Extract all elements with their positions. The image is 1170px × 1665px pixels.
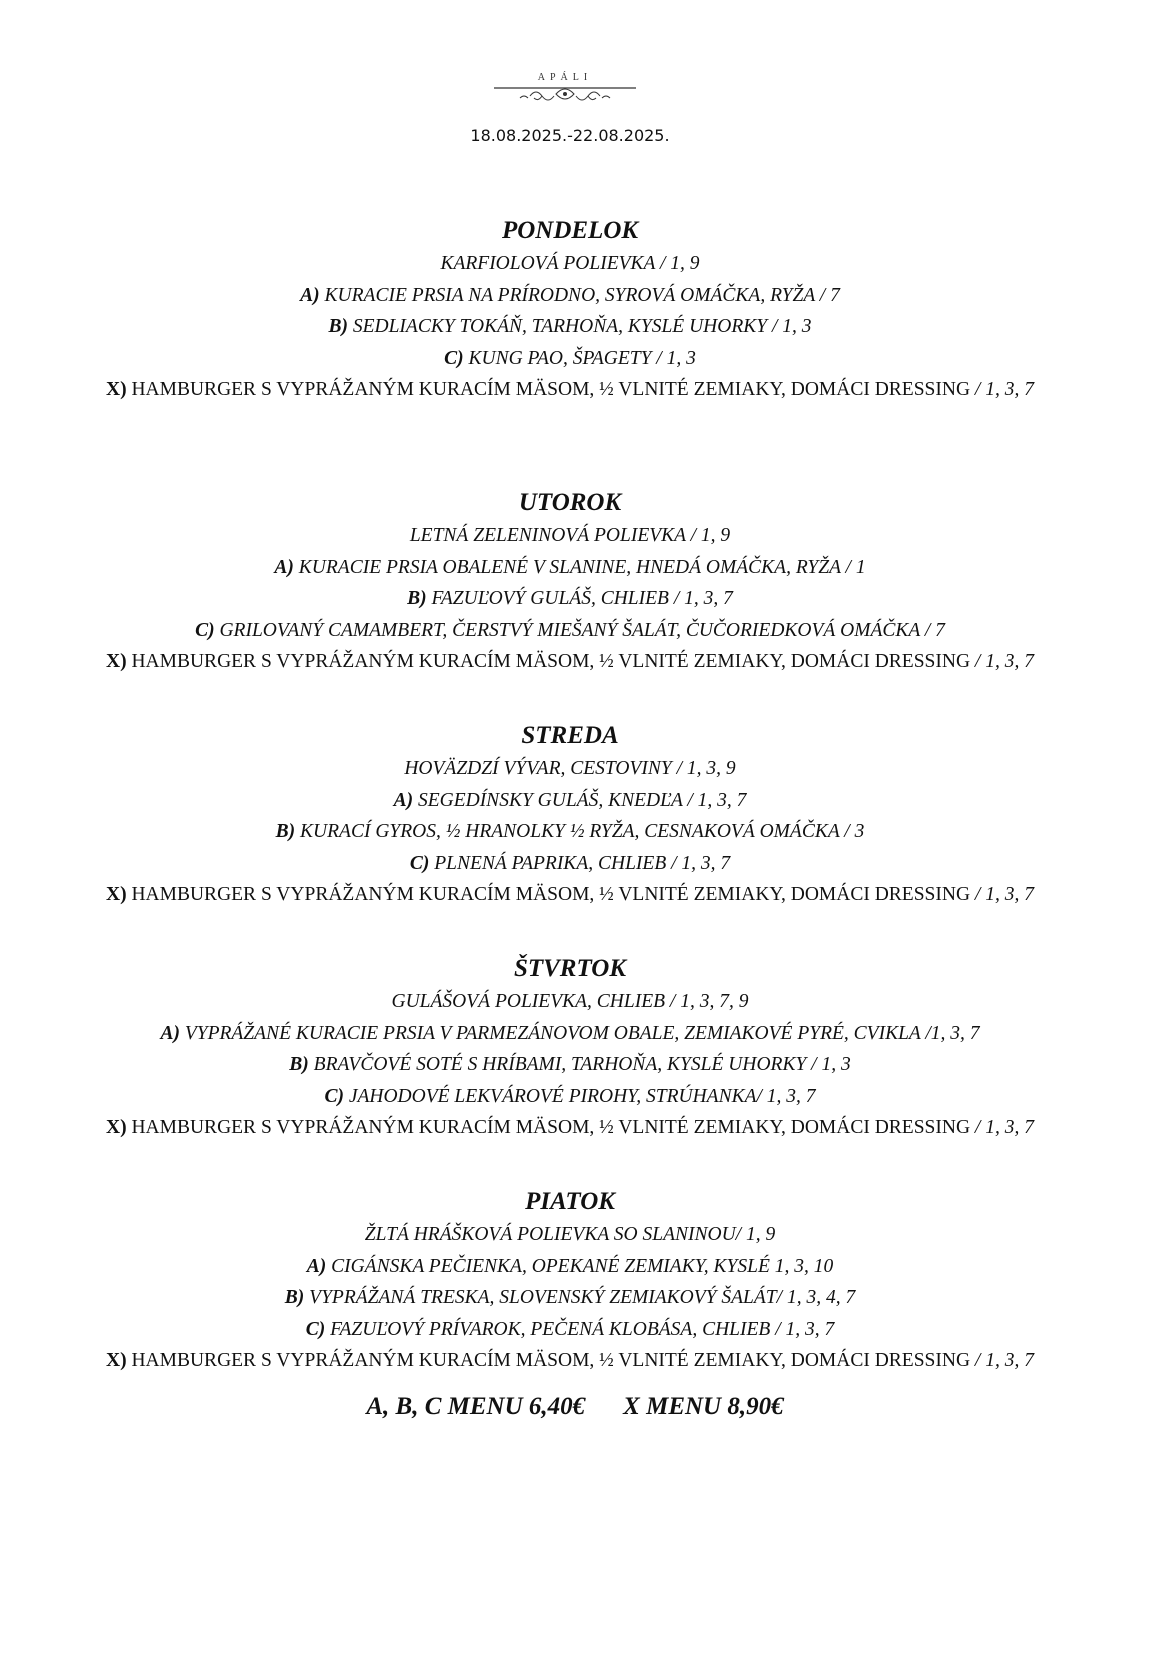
day-block-thursday xyxy=(0,952,1140,1144)
price-x-menu: X MENU 8,90€ xyxy=(623,1393,784,1420)
item-text: HAMBURGER S VYPRÁŽANÝM KURACÍM MÄSOM, ½ VLNITÉ ZEMIAKY, DOMÁCI DRESSING xyxy=(131,1350,971,1372)
item-label: A) xyxy=(274,556,294,578)
day-title: PONDELOK xyxy=(501,217,639,244)
logo-brand-text: APÁLI xyxy=(537,72,593,83)
item-label: C) xyxy=(195,619,215,641)
restaurant-logo xyxy=(490,72,640,112)
item-label: B) xyxy=(275,821,296,843)
menu-item-x xyxy=(0,646,1140,678)
soup-line: HOVÄZDZÍ VÝVAR, CESTOVINY / 1, 3, 9 xyxy=(404,758,736,779)
menu-item-a xyxy=(0,552,1140,584)
item-text: CIGÁNSKA PEČIENKA, OPEKANÉ ZEMIAKY, KYSLÉ 1, 3, 10 xyxy=(331,1255,834,1277)
item-text: HAMBURGER S VYPRÁŽANÝM KURACÍM MÄSOM, ½ VLNITÉ ZEMIAKY, DOMÁCI DRESSING xyxy=(131,379,971,401)
item-label: X) xyxy=(106,651,127,673)
menu-item-a xyxy=(0,1251,1140,1283)
menu-item-x xyxy=(0,1345,1140,1377)
menu-item-b xyxy=(0,1049,1140,1081)
item-text: GRILOVANÝ CAMAMBERT, ČERSTVÝ MIEŠANÝ ŠALÁT, ČUČORIEDKOVÁ OMÁČKA / 7 xyxy=(219,619,945,641)
item-text: FAZUĽOVÝ PRÍVAROK, PEČENÁ KLOBÁSA, CHLIEB / 1, 3, 7 xyxy=(330,1318,835,1340)
item-text: PLNENÁ PAPRIKA, CHLIEB / 1, 3, 7 xyxy=(434,852,731,874)
item-text: SEDLIACKY TOKÁŇ, TARHOŇA, KYSLÉ UHORKY / 1, 3 xyxy=(352,316,812,338)
item-text: SEGEDÍNSKY GULÁŠ, KNEDĽA / 1, 3, 7 xyxy=(417,789,747,811)
item-text: KURACÍ GYROS, ½ HRANOLKY ½ RYŽA, CESNAKOVÁ OMÁČKA / 3 xyxy=(300,821,865,843)
item-text: KURACIE PRSIA NA PRÍRODNO, SYROVÁ OMÁČKA, RYŽA / 7 xyxy=(324,284,840,306)
soup-line: ŽLTÁ HRÁŠKOVÁ POLIEVKA SO SLANINOU/ 1, 9 xyxy=(364,1224,776,1245)
item-text: HAMBURGER S VYPRÁŽANÝM KURACÍM MÄSOM, ½ VLNITÉ ZEMIAKY, DOMÁCI DRESSING xyxy=(131,884,971,906)
menu-item-b xyxy=(0,583,1140,615)
item-label: B) xyxy=(407,588,427,610)
item-label: C) xyxy=(444,347,464,369)
item-label: X) xyxy=(106,1117,127,1139)
item-label: C) xyxy=(305,1318,326,1340)
menu-item-a xyxy=(0,785,1140,817)
item-text: KURACIE PRSIA OBALENÉ V SLANINE, HNEDÁ OMÁČKA, RYŽA / 1 xyxy=(298,556,866,578)
menu-item-x xyxy=(0,374,1140,406)
menu-dates: 18.08.2025.-22.08.2025. xyxy=(470,126,670,145)
item-text: HAMBURGER S VYPRÁŽANÝM KURACÍM MÄSOM, ½ VLNITÉ ZEMIAKY, DOMÁCI DRESSING xyxy=(131,651,971,673)
price-abc-menu: A, B, C MENU 6,40€ xyxy=(366,1393,586,1420)
soup-line: GULÁŠOVÁ POLIEVKA, CHLIEB / 1, 3, 7, 9 xyxy=(391,991,749,1012)
menu-item-a xyxy=(0,1018,1140,1050)
item-label: X) xyxy=(106,1350,127,1372)
menu-item-c xyxy=(0,343,1140,375)
day-title: STREDA xyxy=(521,722,619,749)
item-allergens: / 1, 3, 7 xyxy=(974,1117,1034,1139)
day-title: ŠTVRTOK xyxy=(513,955,627,982)
item-text: FAZUĽOVÝ GULÁŠ, CHLIEB / 1, 3, 7 xyxy=(431,588,733,610)
menu-item-x xyxy=(0,879,1140,911)
item-allergens: / 1, 3, 7 xyxy=(974,1350,1034,1372)
day-title: PIATOK xyxy=(525,1188,615,1215)
menu-item-c xyxy=(0,848,1140,880)
item-allergens: / 1, 3, 7 xyxy=(974,379,1034,401)
day-title: UTOROK xyxy=(518,489,622,516)
item-allergens: / 1, 3, 7 xyxy=(974,651,1034,673)
item-text: VYPRÁŽANÉ KURACIE PRSIA V PARMEZÁNOVOM OBALE, ZEMIAKOVÉ PYRÉ, CVIKLA /1, 3, 7 xyxy=(184,1022,980,1044)
soup-line: LETNÁ ZELENINOVÁ POLIEVKA / 1, 9 xyxy=(409,525,731,546)
day-block-monday xyxy=(0,214,1140,406)
menu-item-a xyxy=(0,280,1140,312)
item-text: KUNG PAO, ŠPAGETY / 1, 3 xyxy=(468,347,696,369)
item-label: X) xyxy=(106,379,127,401)
item-text: BRAVČOVÉ SOTÉ S HRÍBAMI, TARHOŇA, KYSLÉ UHORKY / 1, 3 xyxy=(313,1054,851,1076)
ornament-icon xyxy=(490,80,640,110)
item-label: A) xyxy=(300,284,320,306)
item-label: C) xyxy=(409,852,430,874)
soup-line: KARFIOLOVÁ POLIEVKA / 1, 9 xyxy=(440,253,700,274)
day-block-tuesday xyxy=(0,486,1140,678)
menu-item-x xyxy=(0,1112,1140,1144)
item-label: A) xyxy=(393,789,414,811)
item-label: B) xyxy=(284,1287,305,1309)
item-text: JAHODOVÉ LEKVÁROVÉ PIROHY, STRÚHANKA/ 1, 3, 7 xyxy=(348,1085,816,1107)
item-label: B) xyxy=(289,1054,309,1076)
day-block-wednesday xyxy=(0,719,1140,911)
item-label: B) xyxy=(328,316,348,338)
menu-item-b xyxy=(0,816,1140,848)
menu-item-c xyxy=(0,615,1140,647)
menu-prices xyxy=(0,1393,1150,1421)
item-label: A) xyxy=(306,1255,327,1277)
item-text: VYPRÁŽANÁ TRESKA, SLOVENSKÝ ZEMIAKOVÝ ŠALÁT/ 1, 3, 4, 7 xyxy=(309,1287,856,1309)
item-text: HAMBURGER S VYPRÁŽANÝM KURACÍM MÄSOM, ½ VLNITÉ ZEMIAKY, DOMÁCI DRESSING xyxy=(131,1117,971,1139)
menu-item-b xyxy=(0,1282,1140,1314)
item-label: C) xyxy=(324,1085,344,1107)
item-allergens: / 1, 3, 7 xyxy=(974,884,1034,906)
menu-item-c xyxy=(0,1081,1140,1113)
menu-item-b xyxy=(0,311,1140,343)
item-label: X) xyxy=(106,884,127,906)
day-block-friday xyxy=(0,1185,1140,1377)
menu-item-c xyxy=(0,1314,1140,1346)
item-label: A) xyxy=(160,1022,180,1044)
